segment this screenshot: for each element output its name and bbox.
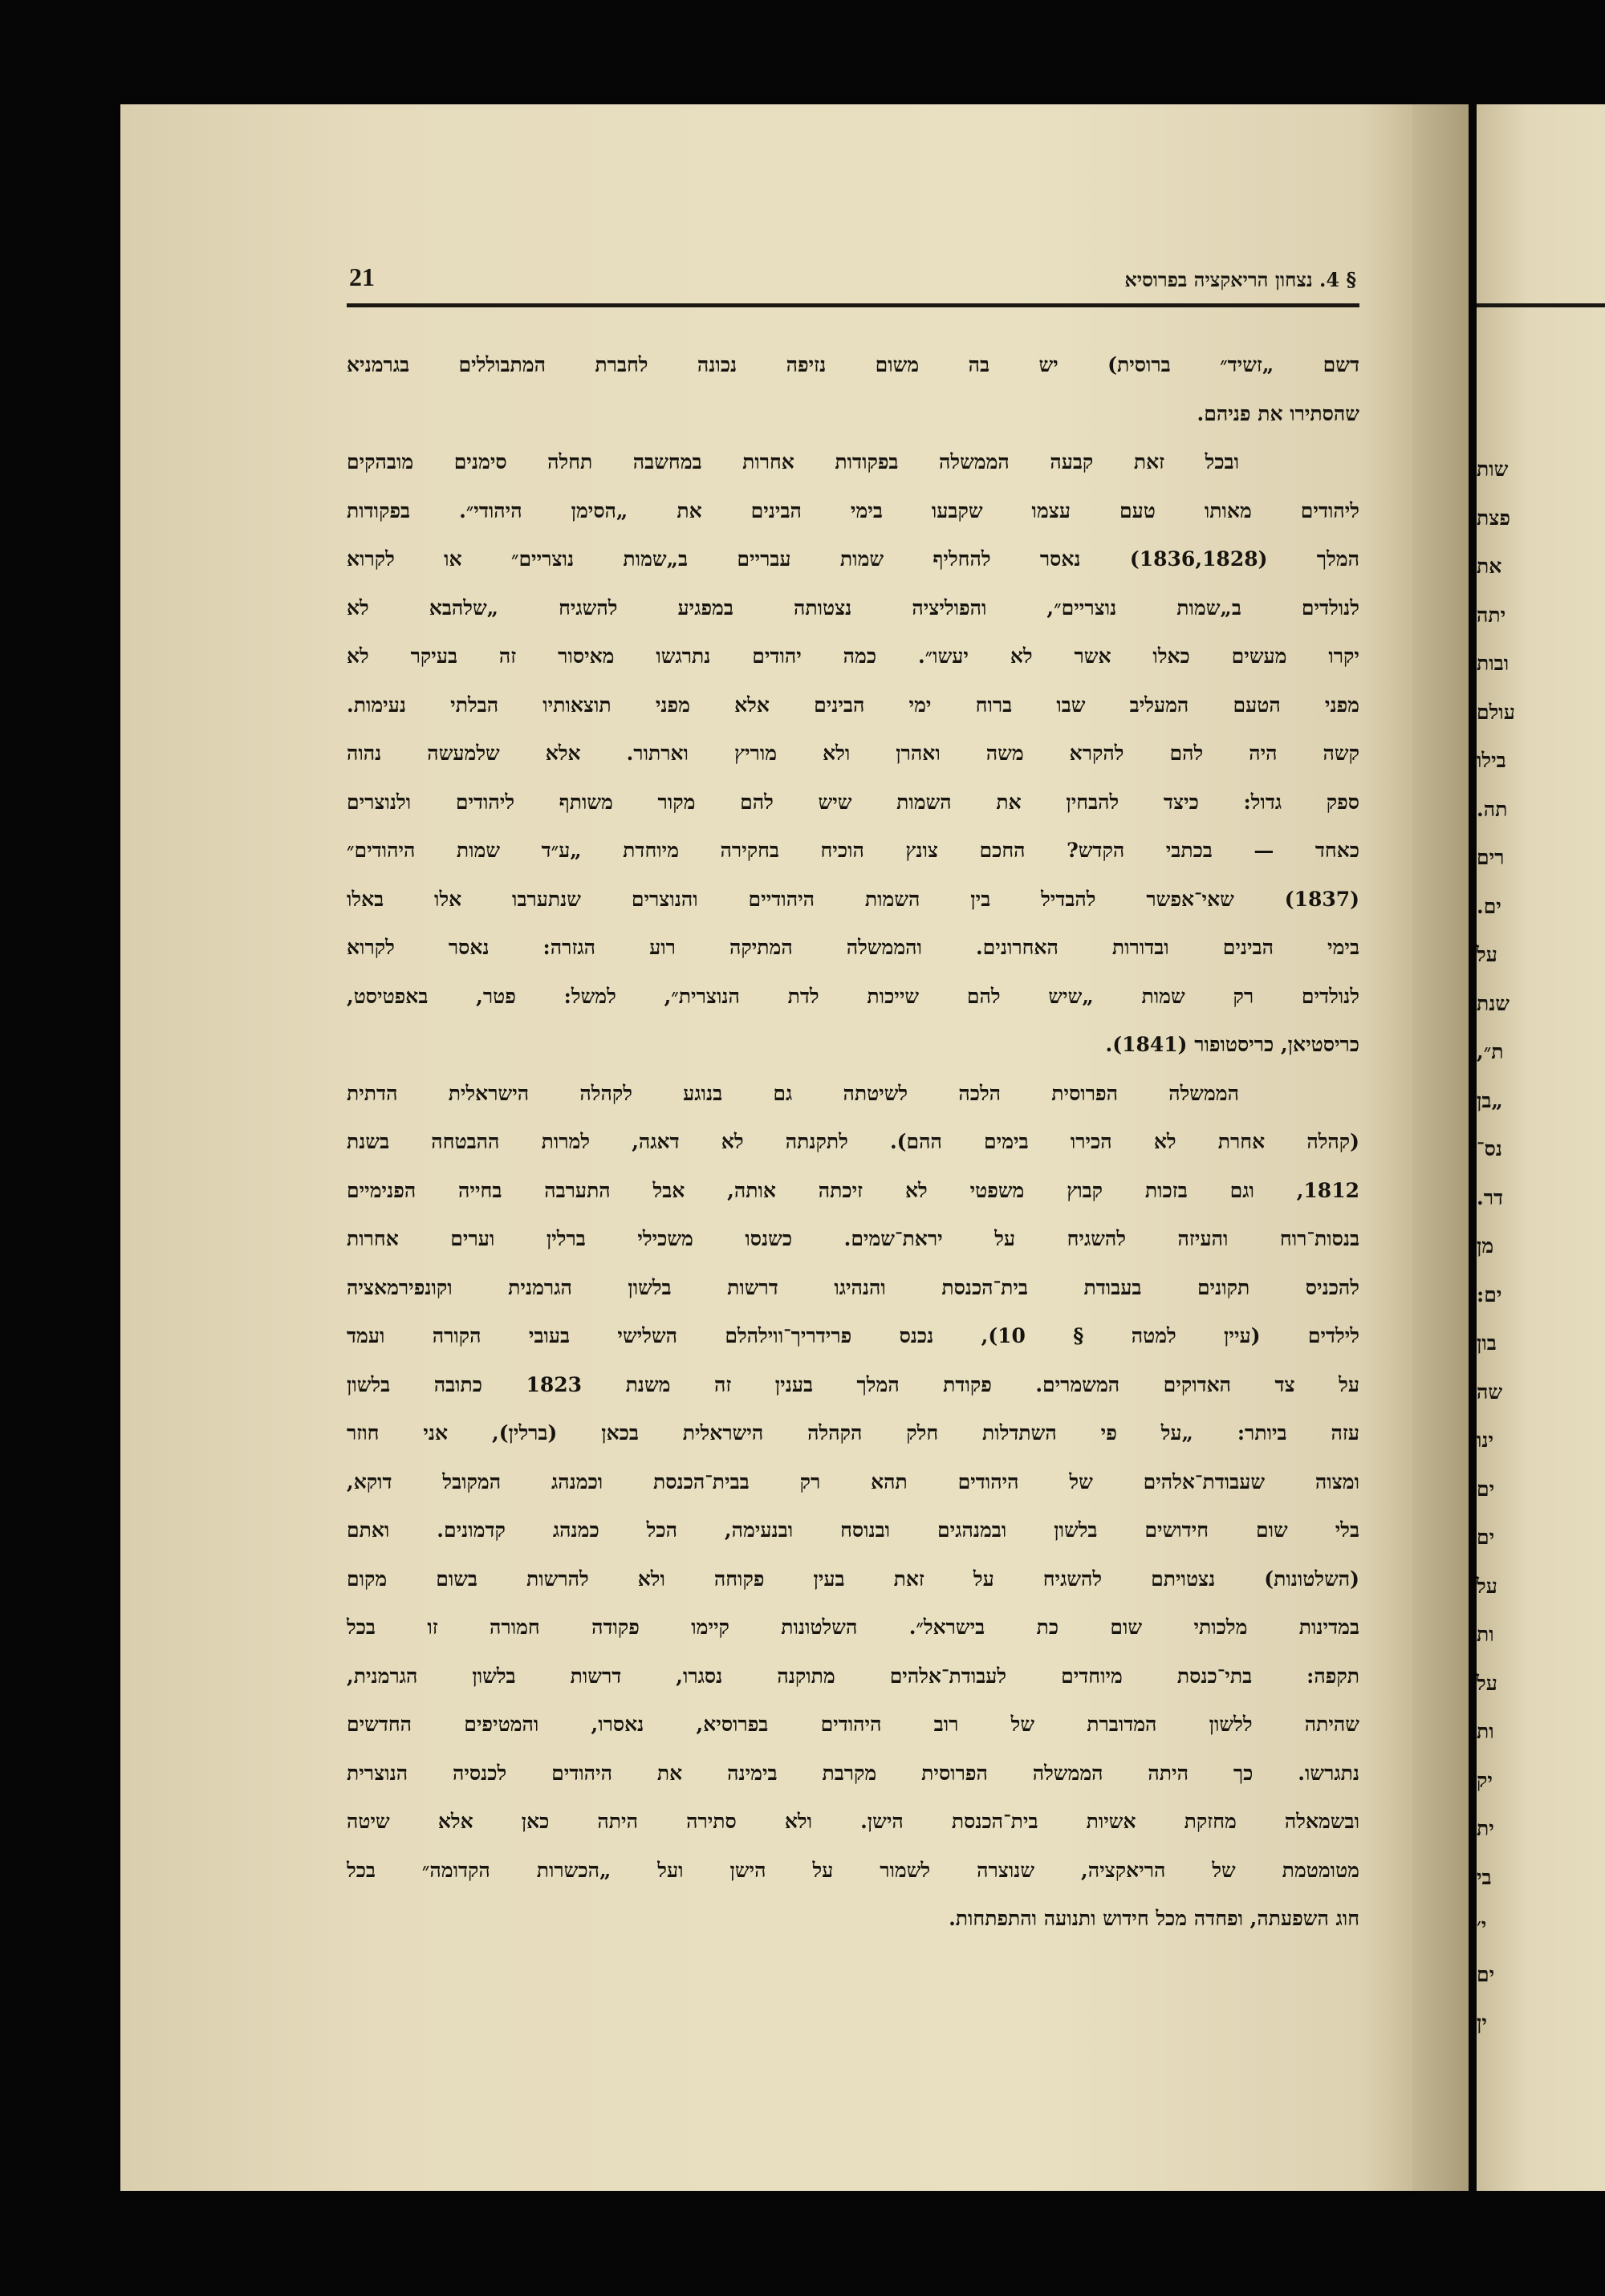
facing-text-line: ים.: [1477, 894, 1501, 918]
facing-text-line: את: [1477, 555, 1502, 578]
text-line: (קהלה אחרת לא הכירו בימים ההם). לתקנתה לא דאגה, למרות ההבטחה בשנת: [347, 1130, 1359, 1153]
text-line: להכניס תקונים בעבודת בית־הכנסת והנהיגו דרשות בלשון הגרמנית וקונפירמאציה: [347, 1275, 1359, 1299]
text-line: דשם „זשיד״ ברוסית) יש בה משום נזיפה נכונה לחברת המתבוללים בגרמניא: [347, 353, 1359, 376]
facing-text-line: ות: [1477, 1623, 1494, 1646]
running-head: § 4. נצחון הריאקציה בפרוסיא: [1124, 268, 1356, 291]
text-line: שהסתירו את פניהם.: [1197, 401, 1359, 425]
facing-text-line: שנת: [1477, 991, 1510, 1015]
facing-text-line: מן: [1477, 1234, 1494, 1258]
header-rule: [347, 303, 1359, 307]
facing-text-line: בילו: [1477, 749, 1506, 772]
facing-text-line: דר.: [1477, 1185, 1504, 1209]
facing-text-line: על: [1477, 943, 1497, 966]
text-line: לנולדים רק שמות „שיש להם שייכות לדת הנוצרית״, למשל: פטר, באפטיסט,: [347, 984, 1359, 1008]
text-line: בלי שום חידושים בלשון ובמנהגים ובנוסח ובנעימה, הכל כמנהג קדמונים. ואתם: [347, 1518, 1359, 1542]
text-line: מטומטמת של הריאקציה, שנוצרה לשמור על הישן ועל „הכשרות הקדומה״ בכל: [347, 1858, 1359, 1882]
text-line: יקרו מעשים כאלו אשר לא יעשו״. כמה יהודים נתרגשו מאיסור זה בעיקר לא: [347, 644, 1359, 668]
facing-text-line: ים: [1477, 1526, 1495, 1549]
text-line: 1812, וגם בזכות קבוץ משפטי לא זיכתה אותה, אבל התערבה בחייה הפנימיים: [347, 1178, 1359, 1202]
book-gutter: [1412, 104, 1469, 2191]
facing-text-line: ינו: [1477, 1428, 1494, 1452]
facing-text-line: „בן: [1477, 1088, 1503, 1112]
facing-text-line: שה: [1477, 1380, 1503, 1404]
text-line: ליהודים מאותו טעם עצמו שקבעו בימי הבינים את „הסימן היהודי״. בפקודות: [347, 498, 1359, 522]
facing-text-line: ית: [1477, 1817, 1494, 1840]
facing-text-line: פצת: [1477, 506, 1510, 530]
facing-text-line: ות: [1477, 1720, 1494, 1743]
facing-text-line: ים:: [1477, 1282, 1502, 1306]
facing-text-line: יק: [1477, 1768, 1493, 1792]
facing-text-line: בי: [1477, 1865, 1492, 1889]
text-line: חוג השפעתה, ופחדה מכל חידוש ותנועה והתפתחות.: [949, 1907, 1359, 1930]
facing-text-line: עולם: [1477, 700, 1515, 724]
text-line: מפני הטעם המעליב שבו ברוח ימי הבינים אלא מפני תוצאותיו הבלתי נעימות.: [347, 693, 1359, 717]
text-line: (השלטונות) נצטויתם להשגיח על זאת בעין פקוחה ולא להרשות בשום מקום: [347, 1567, 1359, 1591]
facing-text-line: על: [1477, 1671, 1497, 1695]
text-line: ובשמאלה מחזקת אשיות בית־הכנסת הישן. ולא סתירה היתה כאן אלא שיטה: [347, 1810, 1359, 1833]
text-line: עזה ביותר: „על פי השתדלות חלק הקהלה הישראלית בכאן (ברלין), אני חוזר: [347, 1421, 1359, 1445]
text-line: המלך (1836,1828) נאסר להחליף שמות עבריים ב„שמות נוצריים״ או לקרוא: [347, 547, 1359, 571]
facing-text-line: יתה: [1477, 603, 1506, 627]
text-line: כאחד — בכתבי הקדש? החכם צונץ הוכיח בחקירה מיוחדת „ע״ד שמות היהודים״: [347, 839, 1359, 862]
facing-text-line: רים: [1477, 846, 1505, 869]
facing-text-line: על: [1477, 1574, 1497, 1598]
text-line: שהיתה ללשון המדוברת של רוב היהודים בפרוסיא, נאסרו, והמטיפים החדשים: [347, 1713, 1359, 1736]
facing-text-line: ים: [1477, 1962, 1495, 1986]
text-line: בימי הבינים ובדורות האחרונים. והממשלה המתיקה רוע הגזרה: נאסר לקרוא: [347, 936, 1359, 959]
text-line: הממשלה הפרוסית הלכה לשיטתה גם בנוגע לקהלה הישראלית הדתית: [347, 1081, 1239, 1105]
facing-text-line: ים: [1477, 1477, 1495, 1501]
text-line: קשה היה להם להקרא משה ואהרן ולא מוריץ וארתור. אלא שלמעשה נהוה: [347, 742, 1359, 765]
facing-page: [1477, 104, 1605, 2191]
text-line: לנולדים ב„שמות נוצריים״, והפוליציה נצטותה במפגיע להשגיח „שלהבא לא: [347, 595, 1359, 620]
facing-text-line: בון: [1477, 1331, 1497, 1355]
page-number: 21: [349, 262, 375, 291]
text-line: תקפה: בתי־כנסת מיוחדים לעבודת־אלהים מתוקנה נסגרו, דרשות בלשון הגרמנית,: [347, 1664, 1359, 1688]
facing-text-line: ין: [1477, 2011, 1487, 2034]
text-line: (1837) שאי־אפשר להבדיל בין השמות היהודיים והנוצרים שנתערבו אלו באלו: [347, 887, 1359, 911]
facing-page-text: [1477, 445, 1597, 2048]
text-line: ומצוה שעבודת־אלהים של היהודים תהא רק בבית־הכנסת וכמנהג המקובל דוקא,: [347, 1469, 1359, 1493]
facing-page-header-rule: [1477, 303, 1605, 307]
text-line: נתגרשו. כך היתה הממשלה הפרוסית מקרבת בימינה את היהודים לכנסיה הנוצרית: [347, 1761, 1359, 1785]
text-line: על צד האדוקים המשמרים. פקודת המלך בענין זה משנת 1823 כתובה בלשון: [347, 1372, 1359, 1396]
text-line: ובכל זאת קבעה הממשלה בפקודות אחרות במחשבה תחלה סימנים מובהקים: [347, 450, 1239, 473]
facing-text-line: נס־: [1477, 1137, 1502, 1160]
facing-text-line: ת״,: [1477, 1040, 1504, 1063]
page-header: [349, 255, 1356, 292]
text-line: ספק גדול: כיצד להבחין את השמות שיש להם מקור משותף ליהודים ולנוצרים: [347, 790, 1359, 814]
facing-text-line: י׳: [1477, 1914, 1487, 1937]
text-line: כריסטיאן, כריסטופור (1841).: [1105, 1033, 1359, 1056]
text-line: בנסות־רוח והעיזה להשגיח על יראת־שמים. כשנסו משכילי ברלין וערים אחרות: [347, 1227, 1359, 1250]
text-line: לילדים (עיין למטה § 10), נכנס פרידריך־ווילהלם השלישי בעובי הקורה ועמד: [347, 1324, 1359, 1347]
text-line: במדינות מלכותי שום כת בישראל״. השלטונות קיימו פקודה חמורה זו בכל: [347, 1615, 1359, 1639]
body-text: [347, 341, 1359, 1944]
facing-text-line: שות: [1477, 457, 1509, 481]
facing-text-line: תה.: [1477, 797, 1508, 821]
facing-text-line: ובות: [1477, 652, 1510, 675]
